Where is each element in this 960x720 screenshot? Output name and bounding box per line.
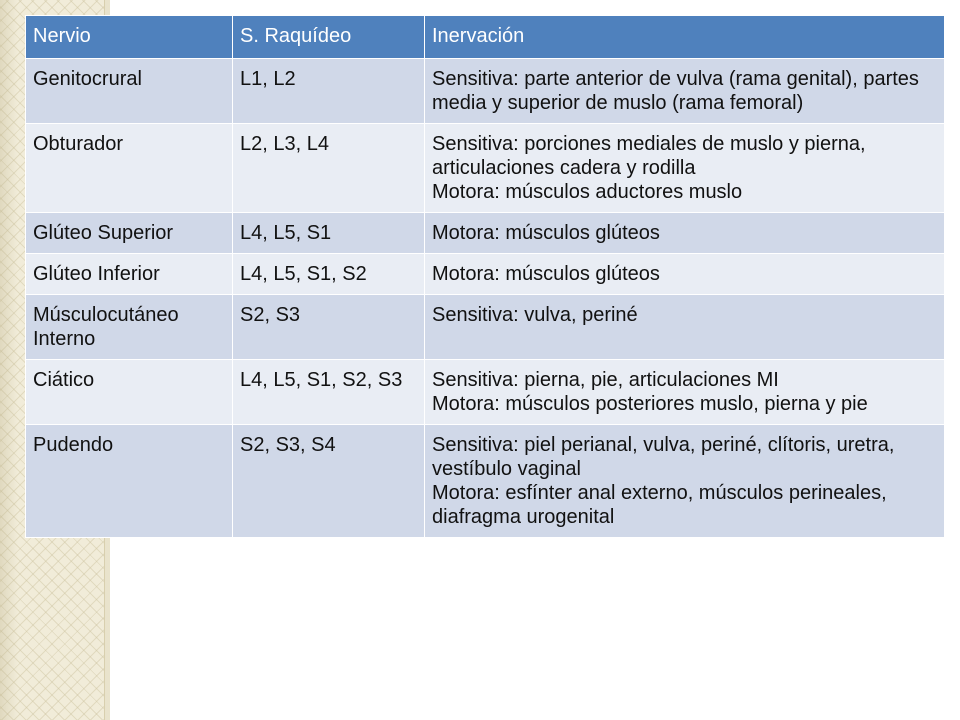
cell-nervio: Ciático [26, 360, 233, 425]
cell-raquideo: L2, L3, L4 [233, 124, 425, 213]
cell-inervacion: Sensitiva: porciones mediales de muslo y pierna, articulaciones cadera y rodilla Motora: músculos aductores muslo [425, 124, 945, 213]
header-row [26, 16, 945, 59]
table-body [26, 59, 945, 538]
cell-raquideo: L4, L5, S1 [233, 213, 425, 254]
cell-raquideo: L4, L5, S1, S2, S3 [233, 360, 425, 425]
table-header [26, 16, 945, 59]
nerve-innervation-table [25, 15, 945, 538]
table-row [26, 213, 945, 254]
cell-raquideo: L1, L2 [233, 59, 425, 124]
header-inervacion: Inervación [425, 16, 945, 59]
cell-nervio: Genitocrural [26, 59, 233, 124]
table-row [26, 59, 945, 124]
cell-nervio: Pudendo [26, 425, 233, 538]
cell-raquideo: S2, S3 [233, 295, 425, 360]
cell-inervacion: Motora: músculos glúteos [425, 213, 945, 254]
cell-raquideo: L4, L5, S1, S2 [233, 254, 425, 295]
table-row [26, 295, 945, 360]
header-raquideo: S. Raquídeo [233, 16, 425, 59]
table-row [26, 360, 945, 425]
cell-nervio: Músculocutáneo Interno [26, 295, 233, 360]
decorative-side-shade [0, 0, 18, 720]
cell-nervio: Obturador [26, 124, 233, 213]
table-row [26, 425, 945, 538]
cell-nervio: Glúteo Superior [26, 213, 233, 254]
cell-inervacion: Sensitiva: piel perianal, vulva, periné, clítoris, uretra, vestíbulo vaginal Motora: esfínter anal externo, músculos perineales, diafragma urogenital [425, 425, 945, 538]
cell-inervacion: Sensitiva: vulva, periné [425, 295, 945, 360]
header-nervio: Nervio [26, 16, 233, 59]
cell-inervacion: Sensitiva: pierna, pie, articulaciones MI Motora: músculos posteriores muslo, pierna y pie [425, 360, 945, 425]
table-row [26, 254, 945, 295]
cell-raquideo: S2, S3, S4 [233, 425, 425, 538]
cell-nervio: Glúteo Inferior [26, 254, 233, 295]
cell-inervacion: Sensitiva: parte anterior de vulva (rama genital), partes media y superior de muslo (rama femoral) [425, 59, 945, 124]
table-row [26, 124, 945, 213]
cell-inervacion: Motora: músculos glúteos [425, 254, 945, 295]
